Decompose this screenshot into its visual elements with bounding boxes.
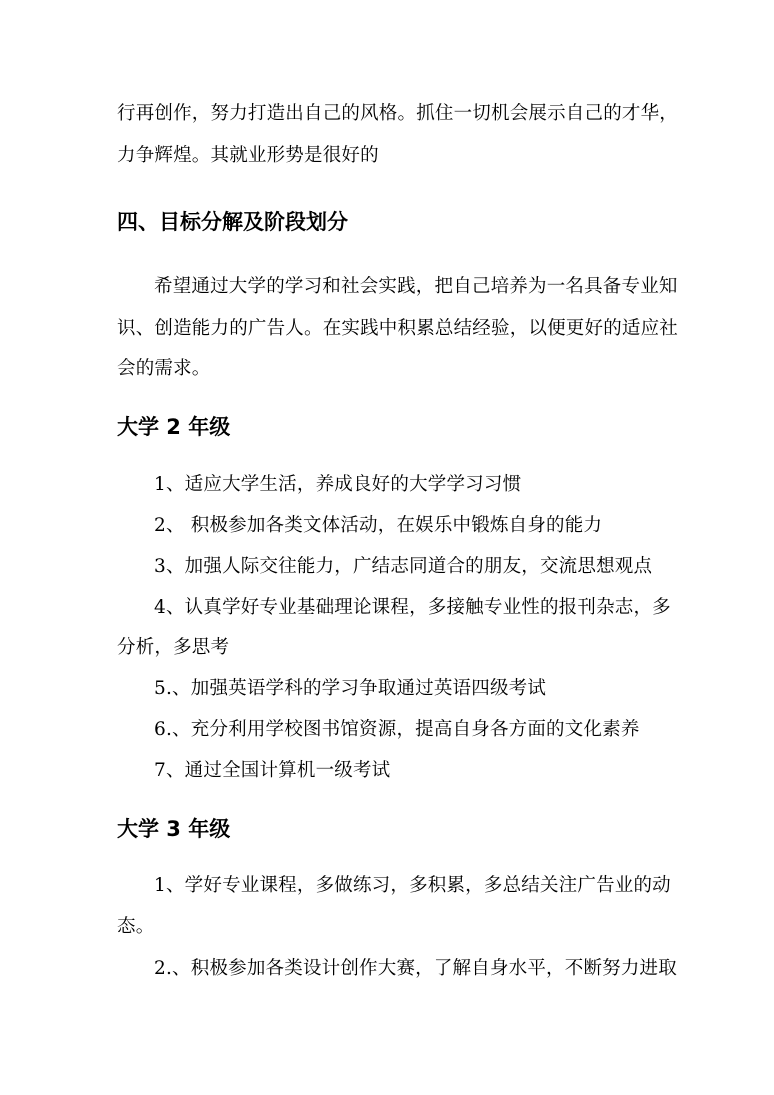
year2-item-4-continued: 分析，多思考: [117, 637, 230, 658]
year3-item-1-continued: 态。: [117, 916, 155, 937]
year2-item-6: 6.、充分利用学校图书馆资源，提高自身各方面的文化素养: [154, 719, 640, 740]
section-heading-goals: 四、目标分解及阶段划分: [117, 210, 348, 234]
year2-item-2: 2、 积极参加各类文体活动，在娱乐中锻炼自身的能力: [154, 515, 603, 536]
intro-line-2: 力争辉煌。其就业形势是很好的: [117, 145, 379, 166]
section-heading-year-3: 大学 3 年级: [117, 817, 231, 841]
year3-item-1: 1、学好专业课程，多做练习，多积累，多总结关注广告业的动: [154, 875, 671, 896]
year3-item-2: 2.、积极参加各类设计创作大赛，了解自身水平，不断努力进取: [154, 958, 677, 979]
section4-paragraph-line-3: 会的需求。: [117, 358, 211, 379]
year2-item-5: 5.、加强英语学科的学习争取通过英语四级考试: [154, 678, 547, 699]
section4-paragraph-line-2: 识、创造能力的广告人。在实践中积累总结经验，以便更好的适应社: [117, 318, 679, 339]
year2-item-7: 7、通过全国计算机一级考试: [154, 760, 391, 781]
year2-item-3: 3、加强人际交往能力，广结志同道合的朋友，交流思想观点: [154, 556, 653, 577]
section-heading-year-2: 大学 2 年级: [117, 415, 231, 439]
year2-item-1: 1、适应大学生活，养成良好的大学学习习惯: [154, 474, 522, 495]
section4-paragraph-line-1: 希望通过大学的学习和社会实践，把自己培养为一名具备专业知: [154, 276, 678, 297]
intro-line-1: 行再创作，努力打造出自己的风格。抓住一切机会展示自己的才华，: [117, 103, 679, 124]
year2-item-4: 4、认真学好专业基础理论课程，多接触专业性的报刊杂志，多: [154, 597, 671, 618]
